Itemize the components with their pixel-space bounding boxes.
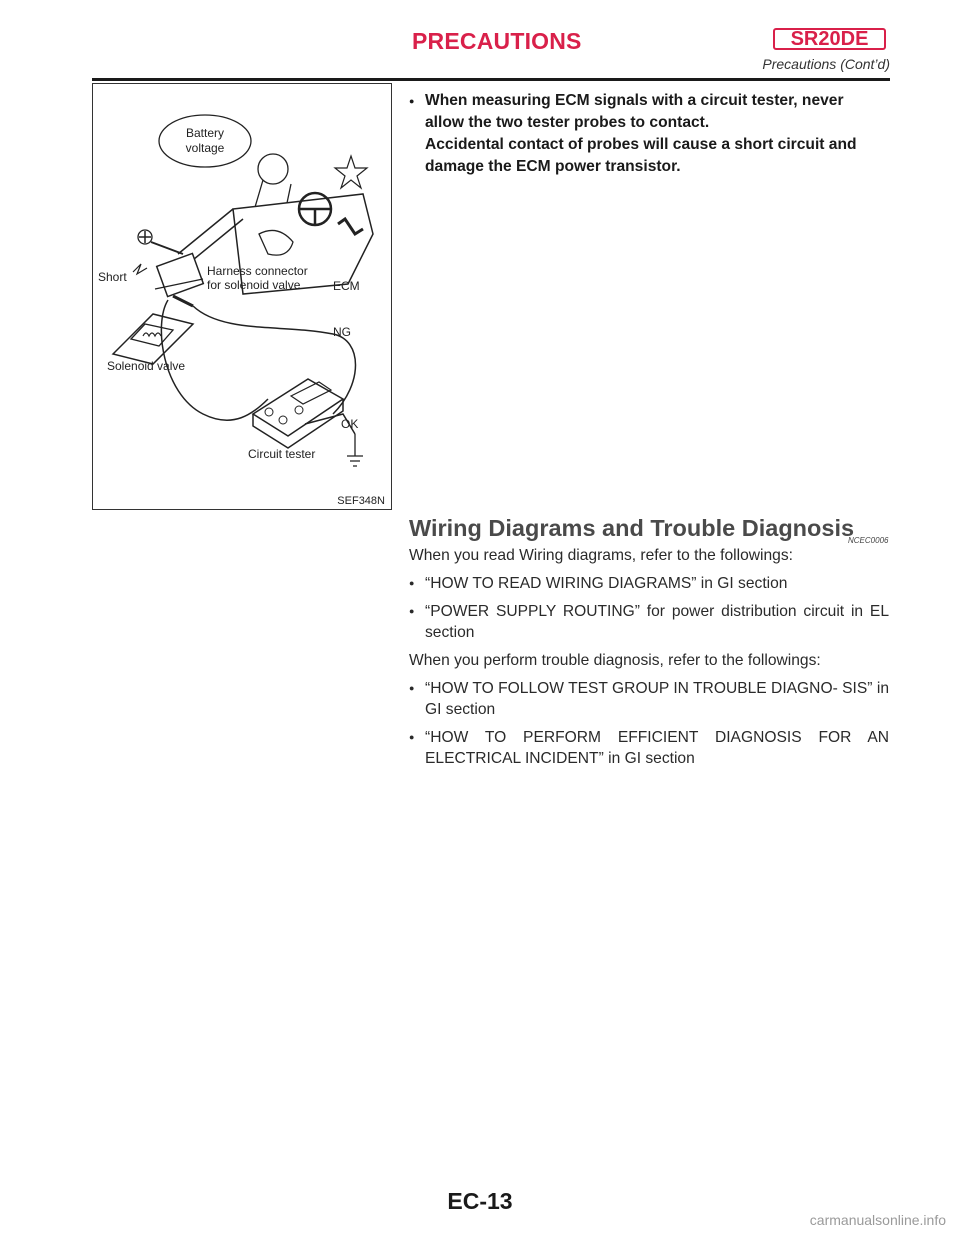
label-harness-1: Harness connector — [207, 264, 308, 278]
illustration-figure — [92, 83, 392, 510]
page-header-title: PRECAUTIONS — [412, 28, 582, 54]
section-body — [409, 545, 889, 776]
warning-line: damage the ECM power transistor. — [425, 158, 681, 175]
warning-line: When measuring ECM signals with a circuit tester, never — [425, 92, 844, 109]
list-item — [409, 573, 889, 594]
intro-diagnosis: When you perform trouble diagnosis, refer to the followings: — [409, 652, 821, 669]
list-item-text: “POWER SUPPLY ROUTING” for power distribution circuit in EL section — [425, 603, 889, 641]
tester-short-illustration — [93, 84, 391, 509]
solenoid-valve-body — [113, 314, 193, 364]
header-rule — [92, 78, 890, 81]
figure-code: SEF348N — [337, 495, 385, 507]
harness-connector — [157, 253, 204, 296]
ground-icon — [347, 434, 363, 466]
list-item — [409, 727, 889, 769]
label-ecm: ECM — [333, 279, 360, 293]
page-header-subtitle: Precautions (Cont’d) — [762, 56, 890, 72]
label-harness-2: for solenoid valve — [207, 278, 301, 292]
label-solenoid: Solenoid valve — [107, 359, 186, 373]
warning-note — [409, 90, 894, 178]
intro-wiring: When you read Wiring diagrams, refer to the followings: — [409, 547, 793, 564]
bullet-icon: ● — [409, 578, 415, 588]
bullet-icon: ● — [409, 732, 415, 742]
list-item — [409, 601, 889, 643]
list-item-text: “HOW TO FOLLOW TEST GROUP IN TROUBLE DIAGNO- SIS” in GI section — [425, 680, 889, 718]
label-short: Short — [98, 270, 127, 284]
label-ng: NG — [333, 325, 351, 339]
probe-1 — [173, 296, 193, 306]
section-code: NCEC0006 — [848, 536, 889, 545]
page-number: EC-13 — [447, 1188, 513, 1214]
label-battery-1: Battery — [185, 126, 225, 140]
bullet-icon: ● — [409, 606, 415, 616]
list-item-text: “HOW TO READ WIRING DIAGRAMS” in GI section — [425, 575, 788, 592]
warning-line: Accidental contact of probes will cause a short circuit and — [425, 136, 857, 153]
label-battery-2: voltage — [185, 141, 225, 155]
watermark: carmanualsonline.info — [809, 1212, 946, 1228]
bullet-icon: ● — [409, 96, 415, 106]
section-title: Wiring Diagrams and Trouble Diagnosis — [409, 515, 855, 541]
burst-star — [335, 156, 367, 188]
list-item-text: “HOW TO PERFORM EFFICIENT DIAGNOSIS FOR AN ELECTRICAL INCIDENT” in GI section — [425, 729, 889, 767]
label-circuit-tester: Circuit tester — [248, 447, 316, 461]
list-item — [409, 678, 889, 720]
circuit-tester — [253, 379, 343, 436]
spark-icon — [133, 264, 147, 274]
label-ok: OK — [341, 417, 359, 431]
engine-badge: SR20DE — [773, 28, 886, 50]
bullet-icon: ● — [409, 683, 415, 693]
character-head — [258, 154, 288, 184]
warning-line: allow the two tester probes to contact. — [425, 114, 710, 131]
